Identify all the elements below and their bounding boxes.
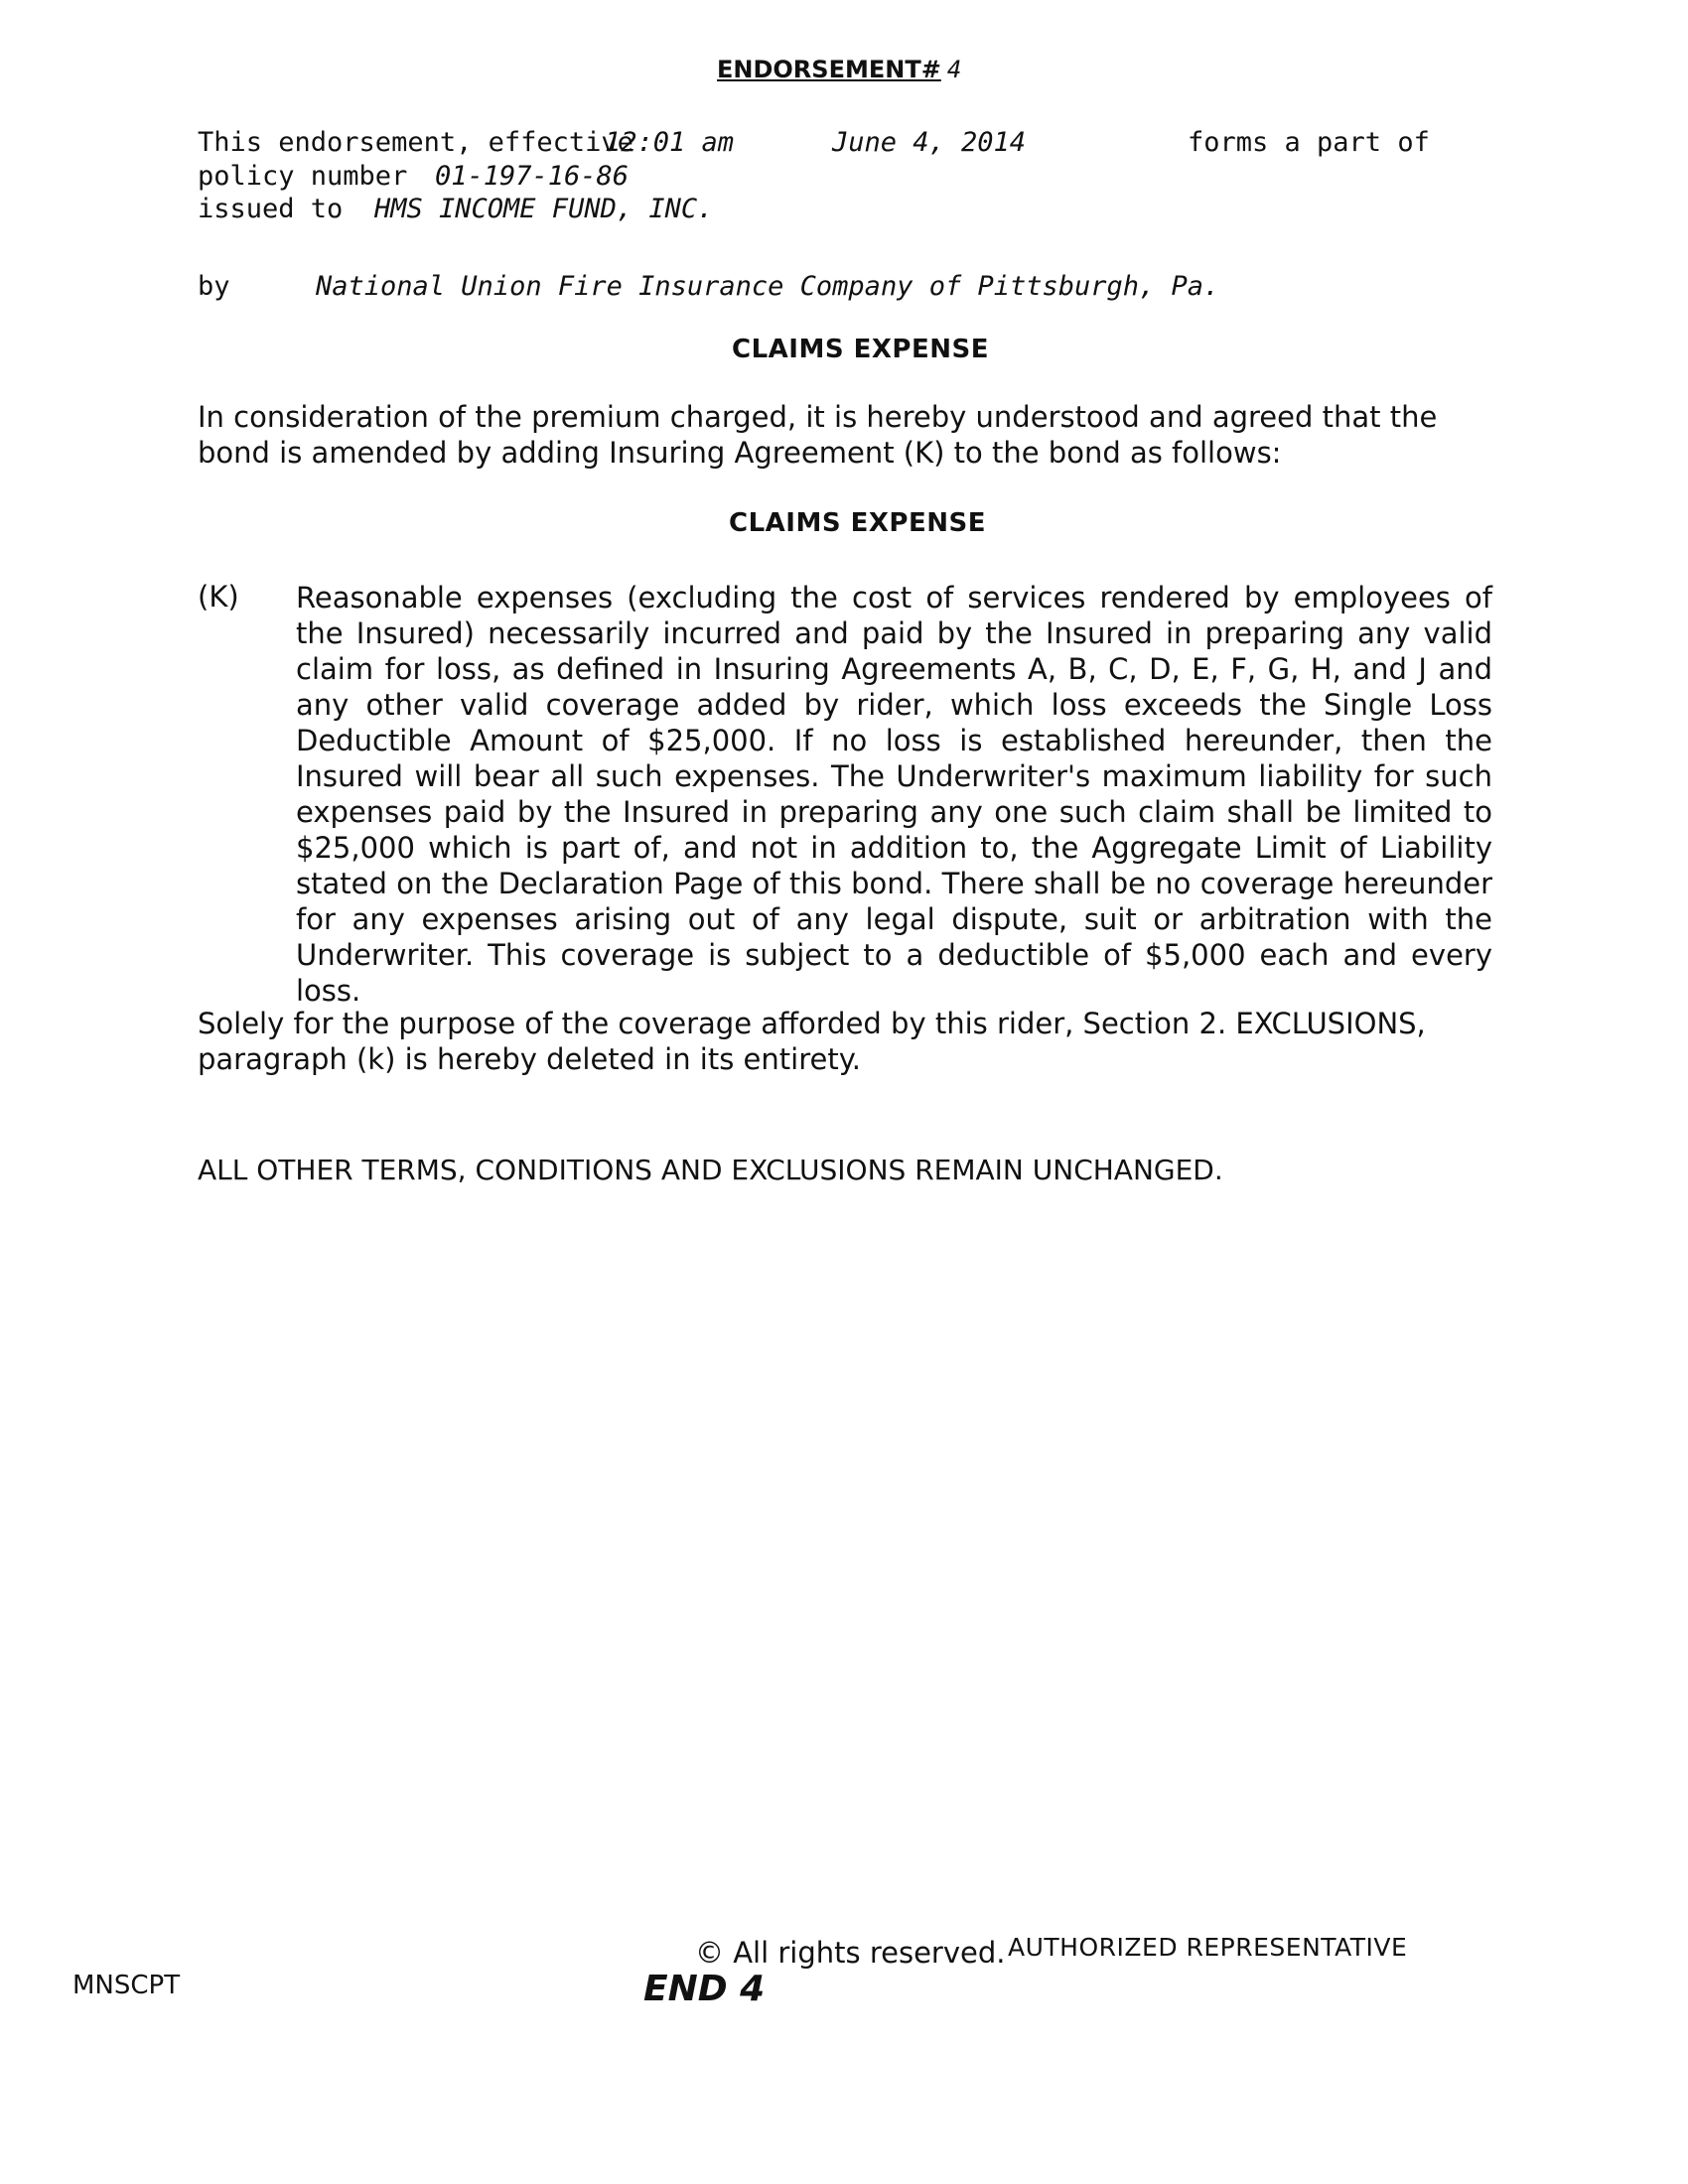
endorsement-number: 4 <box>946 56 962 83</box>
unchanged-terms-notice: ALL OTHER TERMS, CONDITIONS AND EXCLUSIONS REMAIN UNCHANGED. <box>198 1154 1223 1186</box>
form-code: MNSCPT <box>72 1971 181 2000</box>
endorsement-footer-label: END 4 <box>643 1969 766 2009</box>
insurer-name: National Union Fire Insurance Company of Pittsburgh, Pa. <box>316 271 1220 302</box>
section-heading: CLAIMS EXPENSE <box>732 335 989 364</box>
insured-name: HMS INCOME FUND, INC. <box>374 194 714 224</box>
clause-k-text: Reasonable expenses (excluding the cost of services rendered by employees of the Insured) necessarily incurred and paid by the Insured in preparing any valid claim for loss, as defined in Insuring Agreements A, B, C, D, E, F, G, H, and J and any other valid coverage added by rider, which loss exceeds the Single Loss Deductible Amount of $25,000. If no loss is established hereunder, then the Insured will bear all such expenses. The Underwriter's maximum liability for such expenses paid by the Insured in preparing any one such claim shall be limited to $25,000 which is part of, and not in addition to, the Aggregate Limit of Liability stated on the Declaration Page of this bond. There shall be no coverage hereunder for any expenses arising out of any legal dispute, suit or arbitration with the Underwriter. This coverage is subject to a deductible of $5,000 each and every loss. <box>296 581 1492 1008</box>
forms-part-label: forms a part of <box>1188 127 1430 158</box>
by-label: by <box>198 271 230 302</box>
insuring-agreement-heading: CLAIMS EXPENSE <box>729 508 986 538</box>
effective-time: 12:01 am <box>605 127 735 158</box>
authorized-representative-label: AUTHORIZED REPRESENTATIVE <box>1008 1933 1408 1962</box>
effective-label: This endorsement, effective <box>198 127 633 158</box>
exclusion-paragraph: Solely for the purpose of the coverage afforded by this rider, Section 2. EXCLUSIONS, paragraph (k) is hereby deleted in its entirety. <box>198 1007 1426 1076</box>
effective-date: June 4, 2014 <box>832 127 1027 158</box>
policy-number: 01-197-16-86 <box>435 161 630 192</box>
copyright-notice: © All rights reserved. <box>695 1936 1006 1970</box>
consideration-paragraph: In consideration of the premium charged, it is hereby understood and agreed that the bond is amended by adding Insuring Agreement (K) to the bond as follows: <box>198 400 1438 470</box>
endorsement-title <box>717 56 961 84</box>
policy-number-label: policy number <box>198 161 408 192</box>
issued-to-label: issued to <box>198 194 344 224</box>
endorsement-title-label: ENDORSEMENT# <box>717 56 941 83</box>
clause-k-label: (K) <box>198 580 239 614</box>
